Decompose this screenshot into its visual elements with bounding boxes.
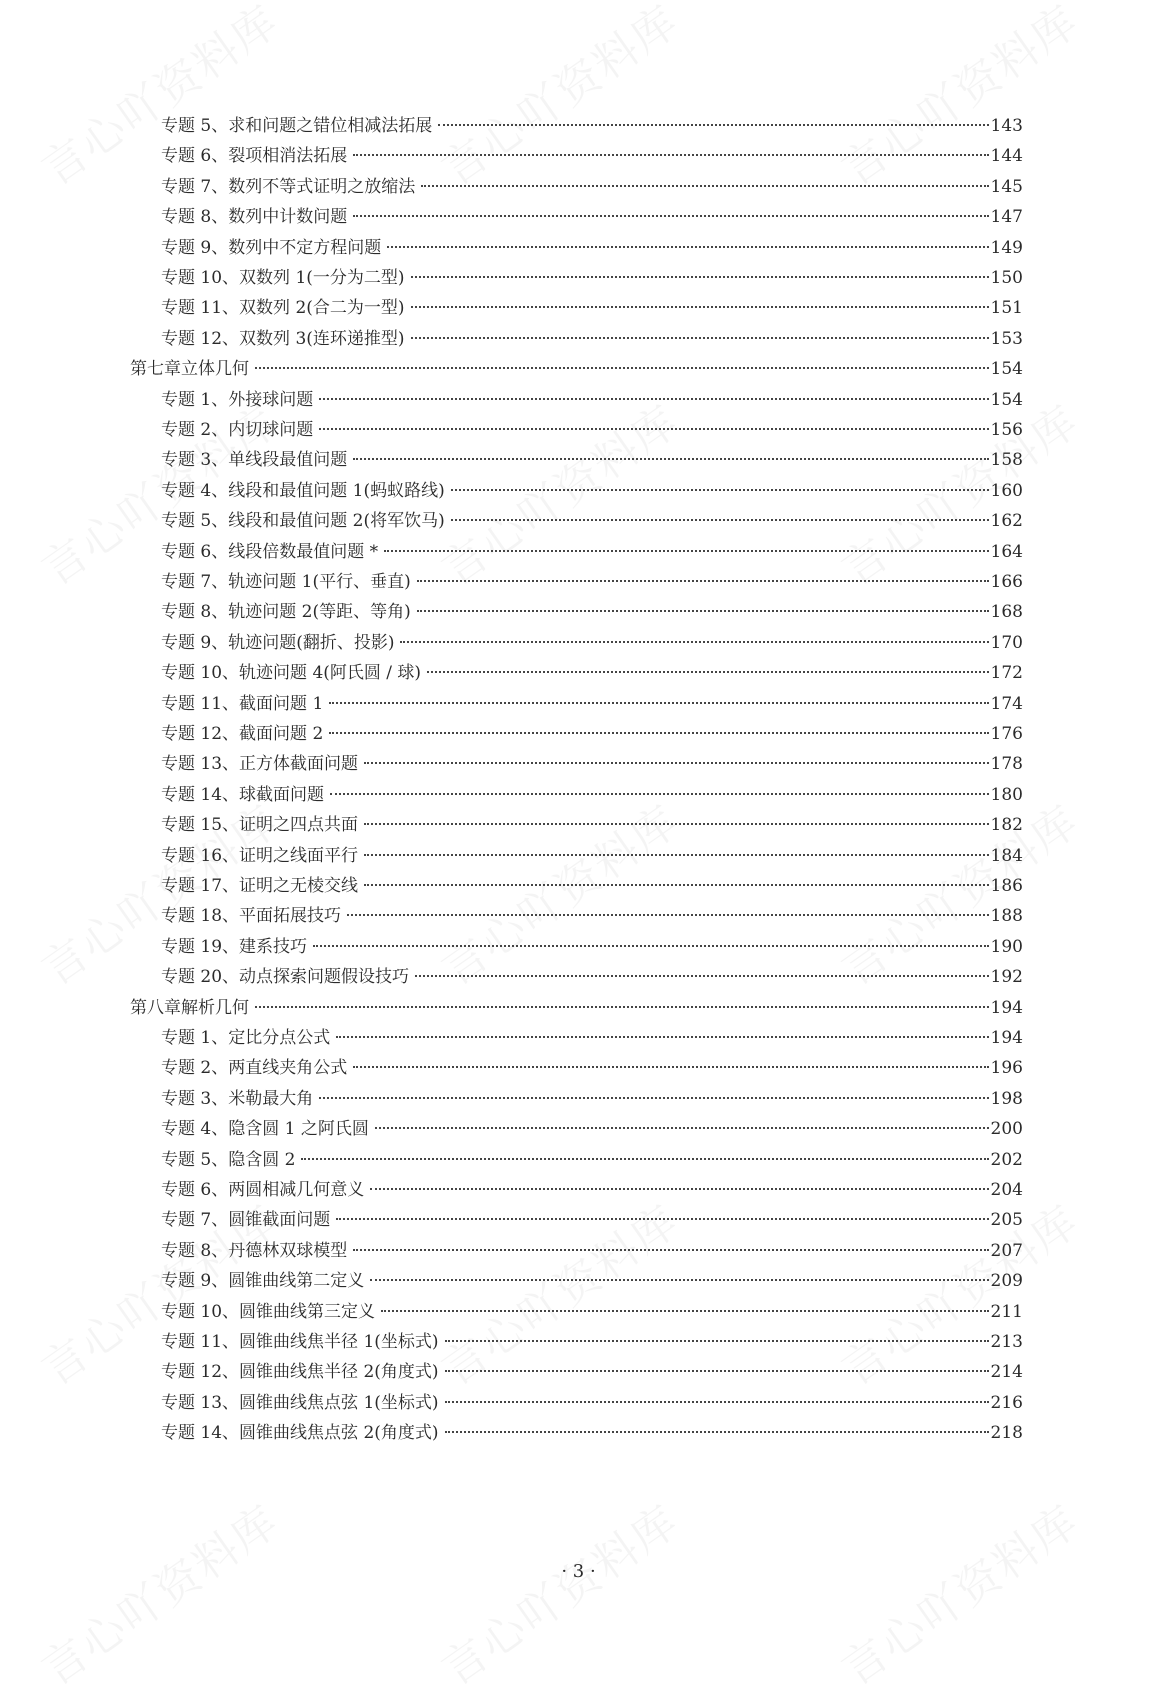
- toc-entry-title: 专题 3、单线段最值问题: [161, 450, 348, 471]
- toc-entry-page: 174: [990, 693, 1023, 714]
- toc-entry-page: 207: [990, 1240, 1023, 1261]
- toc-entry-title: 专题 2、内切球问题: [161, 420, 314, 440]
- toc-topic-entry[interactable]: [161, 932, 1023, 962]
- toc-entry-title: 专题 14、球截面问题: [161, 784, 325, 805]
- toc-entry-title: 专题 4、线段和最值问题 1(蚂蚁路线): [161, 480, 445, 501]
- toc-entry-title: 专题 7、圆锥截面问题: [161, 1210, 331, 1231]
- dot-leader: [364, 823, 989, 825]
- dot-leader: [445, 1340, 989, 1342]
- dot-leader: [370, 1279, 988, 1281]
- toc-topic-entry[interactable]: [161, 962, 1023, 992]
- toc-entry-title: 专题 12、圆锥曲线焦半径 2(角度式): [161, 1362, 439, 1383]
- toc-topic-entry[interactable]: [161, 1357, 1023, 1387]
- toc-entry-title: 专题 7、数列不等式证明之放缩法: [161, 176, 416, 197]
- toc-topic-entry[interactable]: [161, 293, 1023, 323]
- dot-leader: [319, 1097, 988, 1099]
- watermark: [27, 1487, 290, 1697]
- dot-leader: [417, 610, 989, 612]
- toc-entry-page: 147: [990, 207, 1023, 228]
- dot-leader: [451, 519, 989, 521]
- toc-topic-entry[interactable]: [161, 1053, 1023, 1083]
- dot-leader: [387, 246, 988, 248]
- toc-topic-entry[interactable]: [161, 1114, 1023, 1144]
- toc-topic-entry[interactable]: [161, 689, 1023, 719]
- dot-leader: [353, 1249, 988, 1251]
- toc-topic-entry[interactable]: [161, 719, 1023, 749]
- toc-entry-title: 专题 13、正方体截面问题: [161, 754, 359, 775]
- toc-entry-page: 205: [990, 1210, 1023, 1231]
- toc-entry-page: 218: [990, 1423, 1023, 1444]
- toc-entry-page: 168: [990, 602, 1023, 623]
- toc-topic-entry[interactable]: [161, 1297, 1023, 1327]
- toc-topic-entry[interactable]: [161, 780, 1023, 810]
- toc-entry-page: 176: [990, 724, 1023, 744]
- toc-entry-title: 专题 5、线段和最值问题 2(将军饮马): [161, 511, 445, 532]
- toc-entry-title: 第八章解析几何: [130, 997, 249, 1018]
- toc-entry-page: 198: [990, 1088, 1023, 1109]
- dot-leader: [301, 1158, 988, 1160]
- toc-entry-title: 专题 11、截面问题 1: [161, 693, 324, 714]
- toc-entry-page: 182: [990, 815, 1023, 836]
- toc-entry-page: 158: [990, 450, 1023, 471]
- toc-topic-entry[interactable]: [161, 385, 1023, 415]
- toc-entry-title: 专题 20、动点探索问题假设技巧: [161, 967, 410, 988]
- toc-entry-page: 150: [990, 268, 1023, 288]
- watermark: [827, 1487, 1090, 1697]
- toc-topic-entry[interactable]: [161, 1418, 1023, 1448]
- dot-leader: [255, 1006, 989, 1008]
- toc-entry-page: 154: [990, 359, 1023, 380]
- toc-entry-page: 213: [990, 1332, 1023, 1352]
- dot-leader: [411, 276, 989, 278]
- toc-entry-title: 专题 8、轨迹问题 2(等距、等角): [161, 602, 411, 623]
- dot-leader: [313, 945, 989, 947]
- dot-leader: [415, 975, 989, 977]
- toc-entry-page: 170: [990, 632, 1023, 653]
- dot-leader: [347, 914, 989, 916]
- toc-entry-page: 209: [990, 1271, 1023, 1292]
- toc-topic-entry[interactable]: [161, 1327, 1023, 1357]
- dot-leader: [421, 185, 988, 187]
- toc-entry-page: 154: [990, 389, 1023, 410]
- dot-leader: [329, 702, 988, 704]
- dot-leader: [445, 1431, 989, 1433]
- toc-entry-title: 专题 11、双数列 2(合二为一型): [161, 298, 405, 319]
- dot-leader: [319, 398, 988, 400]
- toc-entry-title: 专题 10、双数列 1(一分为二型): [161, 268, 405, 288]
- toc-topic-entry[interactable]: [161, 1145, 1023, 1175]
- toc-entry-title: 第七章立体几何: [130, 359, 249, 380]
- toc-topic-entry[interactable]: [161, 233, 1023, 263]
- dot-leader: [353, 215, 988, 217]
- dot-leader: [375, 1127, 989, 1129]
- toc-entry-page: 172: [990, 663, 1023, 684]
- dot-leader: [364, 762, 989, 764]
- toc-entry-title: 专题 18、平面拓展技巧: [161, 906, 342, 927]
- toc-entry-title: 专题 13、圆锥曲线焦点弦 1(坐标式): [161, 1392, 439, 1413]
- toc-topic-entry[interactable]: [161, 537, 1023, 567]
- toc-topic-entry[interactable]: [161, 901, 1023, 931]
- toc-entry-title: 专题 10、轨迹问题 4(阿氏圆 / 球): [161, 663, 422, 684]
- dot-leader: [330, 793, 989, 795]
- dot-leader: [400, 641, 988, 643]
- toc-topic-entry[interactable]: [161, 749, 1023, 779]
- toc-entry-page: 200: [990, 1119, 1023, 1140]
- toc-entry-page: 164: [990, 541, 1023, 562]
- toc-entry-title: 专题 19、建系技巧: [161, 936, 308, 957]
- toc-entry-page: 194: [990, 1028, 1023, 1048]
- toc-topic-entry[interactable]: [161, 324, 1023, 354]
- toc-entry-title: 专题 11、圆锥曲线焦半径 1(坐标式): [161, 1332, 439, 1352]
- dot-leader: [329, 732, 988, 734]
- dot-leader: [381, 1310, 989, 1312]
- toc-entry-title: 专题 4、隐含圆 1 之阿氏圆: [161, 1119, 369, 1140]
- toc-topic-entry[interactable]: [161, 415, 1023, 445]
- toc-entry-title: 专题 9、数列中不定方程问题: [161, 237, 382, 258]
- toc-entry-title: 专题 6、线段倍数最值问题 *: [161, 541, 379, 562]
- toc-entry-title: 专题 1、外接球问题: [161, 389, 314, 410]
- toc-chapter-entry[interactable]: [130, 354, 1023, 384]
- toc-entry-page: 190: [990, 936, 1023, 957]
- toc-entry-page: 144: [990, 146, 1023, 167]
- toc-entry-page: 196: [990, 1058, 1023, 1079]
- toc-entry-title: 专题 6、两圆相减几何意义: [161, 1180, 365, 1200]
- toc-entry-page: 151: [990, 298, 1023, 319]
- toc-topic-entry[interactable]: [161, 445, 1023, 475]
- toc-entry-page: 194: [990, 997, 1023, 1018]
- dot-leader: [445, 1401, 989, 1403]
- toc-entry-page: 184: [990, 845, 1023, 866]
- toc-entry-page: 145: [990, 176, 1023, 197]
- toc-entry-title: 专题 5、隐含圆 2: [161, 1149, 296, 1170]
- toc-topic-entry[interactable]: [161, 1388, 1023, 1418]
- toc-entry-page: 153: [990, 328, 1023, 349]
- toc-topic-entry[interactable]: [161, 1084, 1023, 1114]
- toc-entry-title: 专题 9、圆锥曲线第二定义: [161, 1271, 365, 1292]
- toc-entry-title: 专题 8、数列中计数问题: [161, 207, 348, 228]
- toc-topic-entry[interactable]: [161, 871, 1023, 901]
- toc-entry-title: 专题 1、定比分点公式: [161, 1028, 331, 1048]
- dot-leader: [364, 854, 989, 856]
- toc-entry-title: 专题 7、轨迹问题 1(平行、垂直): [161, 572, 411, 592]
- dot-leader: [353, 154, 988, 156]
- dot-leader: [353, 458, 988, 460]
- toc-topic-entry[interactable]: [161, 202, 1023, 232]
- dot-leader: [255, 367, 989, 369]
- toc-entry-page: 156: [990, 420, 1023, 440]
- toc-entry-page: 202: [990, 1149, 1023, 1170]
- toc-entry-page: 214: [990, 1362, 1023, 1383]
- dot-leader: [445, 1370, 989, 1372]
- toc-entry-title: 专题 12、双数列 3(连环递推型): [161, 328, 405, 349]
- dot-leader: [417, 580, 989, 582]
- toc-entry-page: 216: [990, 1392, 1023, 1413]
- toc-entry-title: 专题 3、米勒最大角: [161, 1088, 314, 1109]
- toc-topic-entry[interactable]: [161, 658, 1023, 688]
- toc-topic-entry[interactable]: [161, 506, 1023, 536]
- toc-topic-entry[interactable]: [161, 810, 1023, 840]
- toc-topic-entry[interactable]: [161, 1266, 1023, 1296]
- toc-topic-entry[interactable]: [161, 263, 1023, 293]
- toc-entry-title: 专题 12、截面问题 2: [161, 724, 324, 744]
- dot-leader: [411, 306, 989, 308]
- toc-entry-page: 186: [990, 876, 1023, 896]
- toc-entry-title: 专题 17、证明之无棱交线: [161, 876, 359, 896]
- toc-topic-entry[interactable]: [161, 172, 1023, 202]
- toc-topic-entry[interactable]: [161, 111, 1023, 141]
- dot-leader: [451, 489, 989, 491]
- toc-entry-title: 专题 15、证明之四点共面: [161, 815, 359, 836]
- toc-entry-page: 180: [990, 784, 1023, 805]
- toc-entry-title: 专题 14、圆锥曲线焦点弦 2(角度式): [161, 1423, 439, 1444]
- toc-topic-entry[interactable]: [161, 628, 1023, 658]
- toc-entry-title: 专题 16、证明之线面平行: [161, 845, 359, 866]
- dot-leader: [336, 1218, 988, 1220]
- page-number: · 3 ·: [561, 1561, 596, 1582]
- toc-entry-page: 211: [990, 1301, 1023, 1322]
- toc-entry-title: 专题 5、求和问题之错位相减法拓展: [161, 116, 433, 136]
- toc-entry-page: 143: [990, 116, 1023, 136]
- dot-leader: [384, 550, 988, 552]
- toc-entry-page: 160: [990, 480, 1023, 501]
- toc-entry-title: 专题 8、丹德林双球模型: [161, 1240, 348, 1261]
- toc-topic-entry[interactable]: [161, 841, 1023, 871]
- watermark: [427, 1487, 690, 1697]
- toc-entry-page: 204: [990, 1180, 1023, 1200]
- toc-entry-page: 162: [990, 511, 1023, 532]
- toc-topic-entry[interactable]: [161, 1023, 1023, 1053]
- toc-topic-entry[interactable]: [161, 476, 1023, 506]
- toc-topic-entry[interactable]: [161, 1236, 1023, 1266]
- toc-chapter-entry[interactable]: [130, 993, 1023, 1023]
- dot-leader: [411, 337, 989, 339]
- toc-entry-page: 192: [990, 967, 1023, 988]
- dot-leader: [438, 124, 988, 126]
- toc-topic-entry[interactable]: [161, 1205, 1023, 1235]
- toc-entry-title: 专题 2、两直线夹角公式: [161, 1058, 348, 1079]
- dot-leader: [336, 1036, 988, 1038]
- dot-leader: [370, 1188, 988, 1190]
- toc-topic-entry[interactable]: [161, 141, 1023, 171]
- dot-leader: [353, 1066, 988, 1068]
- toc-entry-title: 专题 10、圆锥曲线第三定义: [161, 1301, 376, 1322]
- toc-entry-page: 178: [990, 754, 1023, 775]
- toc-entry-title: 专题 9、轨迹问题(翻折、投影): [161, 632, 395, 653]
- toc-topic-entry[interactable]: [161, 567, 1023, 597]
- dot-leader: [427, 671, 988, 673]
- toc-entry-page: 149: [990, 237, 1023, 258]
- toc-topic-entry[interactable]: [161, 597, 1023, 627]
- dot-leader: [364, 884, 989, 886]
- toc-entry-page: 188: [990, 906, 1023, 927]
- toc-entry-title: 专题 6、裂项相消法拓展: [161, 146, 348, 167]
- toc-topic-entry[interactable]: [161, 1175, 1023, 1205]
- dot-leader: [319, 428, 988, 430]
- toc-entry-page: 166: [990, 572, 1023, 592]
